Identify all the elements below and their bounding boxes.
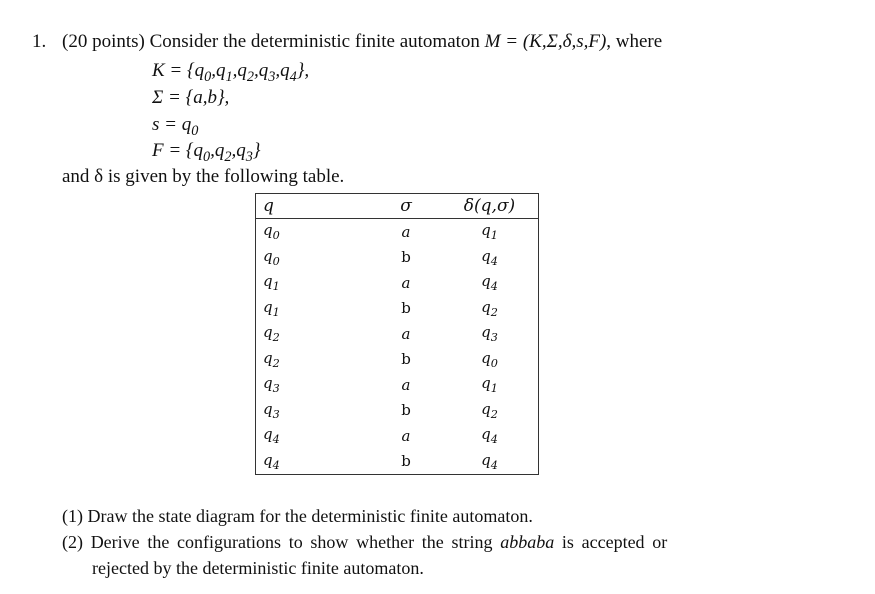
task-2: [62, 532, 667, 553]
final-states-definition: $F = \{q_0,q_2,q_3\}$: [152, 140, 261, 165]
cell-state: $q_0$: [263, 221, 280, 243]
cell-symbol: b: [401, 299, 411, 318]
task-1: (1) Draw the state diagram for the deterministic finite automaton.: [62, 506, 533, 526]
states-definition: $K = \{q_0,q_1,q_2,q_3,q_4\}$,: [152, 60, 310, 85]
cell-symbol: b: [401, 452, 411, 471]
cell-state: $q_3$: [263, 374, 280, 396]
cell-symbol: a: [401, 375, 411, 394]
cell-symbol: a: [401, 426, 411, 445]
cell-state: $q_2$: [263, 323, 280, 345]
task-2-continuation: rejected by the deterministic finite automaton.: [92, 558, 424, 578]
cell-symbol: a: [401, 273, 411, 292]
header-symbol: σ: [333, 194, 441, 219]
intro-prefix: (20 points) Consider the deterministic finite automaton: [62, 31, 485, 52]
header-state: q: [256, 194, 334, 219]
table-row: [256, 449, 539, 475]
table-row: [256, 398, 539, 424]
cell-state: $q_4$: [263, 450, 280, 472]
cell-next-state: $q_3$: [481, 323, 498, 345]
task-2-suffix: is accepted or: [554, 532, 668, 552]
table-row: [256, 372, 539, 398]
header-transition: δ(q,σ): [441, 194, 539, 219]
cell-symbol: b: [401, 248, 411, 267]
cell-symbol: b: [401, 401, 411, 420]
cell-next-state: $q_1$: [481, 374, 498, 396]
cell-state: $q_3$: [263, 399, 280, 421]
table-row: [256, 270, 539, 296]
intro-suffix: , where: [606, 31, 663, 52]
cell-symbol: b: [401, 350, 411, 369]
table-row: [256, 321, 539, 347]
cell-symbol: a: [401, 222, 411, 241]
cell-next-state: $q_1$: [481, 221, 498, 243]
task-2-string: abbaba: [500, 532, 555, 552]
table-row: [256, 423, 539, 449]
table-row: [256, 219, 539, 245]
alphabet-definition: Σ = {a,b},: [152, 87, 230, 108]
cell-next-state: $q_2$: [481, 297, 498, 319]
table-row: [256, 296, 539, 322]
table-intro: and δ is given by the following table.: [62, 166, 345, 187]
cell-next-state: $q_4$: [481, 272, 498, 294]
cell-next-state: $q_4$: [481, 450, 498, 472]
transition-table: [255, 193, 539, 475]
cell-next-state: $q_0$: [481, 348, 498, 370]
table-row: [256, 347, 539, 373]
question-number: 1.: [32, 31, 47, 52]
question-intro: [62, 31, 662, 53]
cell-state: $q_0$: [263, 246, 280, 268]
table-row: [256, 245, 539, 271]
cell-state: $q_4$: [263, 425, 280, 447]
cell-state: $q_2$: [263, 348, 280, 370]
table-header-row: [256, 194, 539, 219]
start-state-definition: $s = q_0$: [152, 114, 199, 139]
cell-state: $q_1$: [263, 272, 280, 294]
cell-next-state: $q_2$: [481, 399, 498, 421]
automaton-definition: M = (K,Σ,δ,s,F): [484, 31, 607, 52]
cell-next-state: $q_4$: [481, 246, 498, 268]
cell-state: $q_1$: [263, 297, 280, 319]
cell-symbol: a: [401, 324, 411, 343]
task-2-prefix: (2) Derive the configurations to show whether the string: [62, 532, 501, 552]
cell-next-state: $q_4$: [481, 425, 498, 447]
